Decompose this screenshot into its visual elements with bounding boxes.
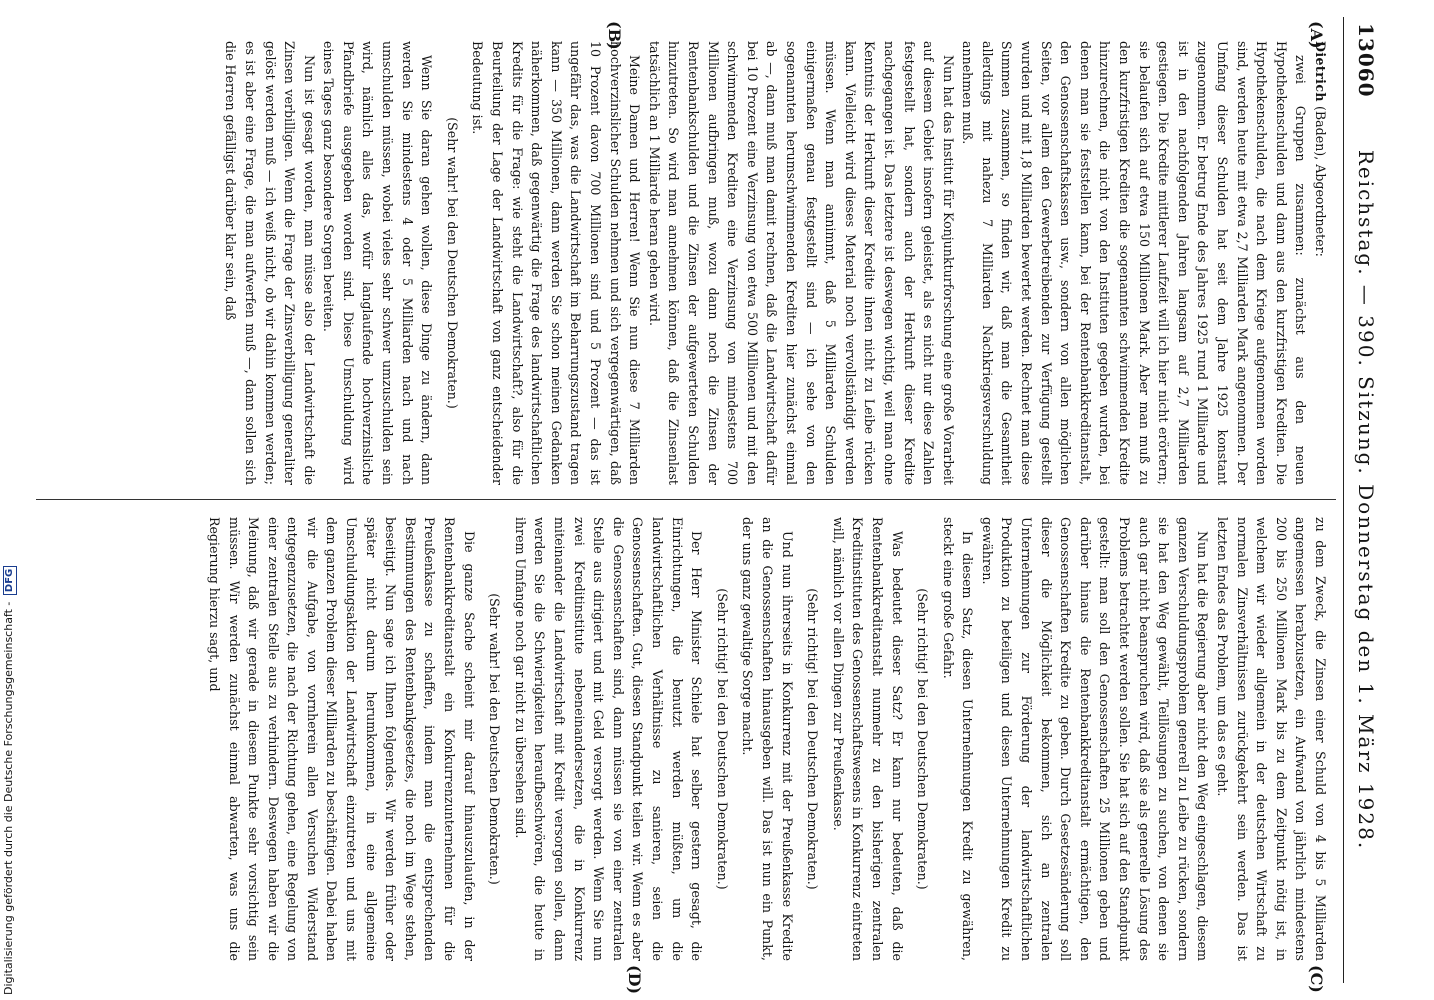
dfg-logo: DFG <box>3 566 17 595</box>
credit-text: Digitalisierung gefördert durch die Deutsche Forschungsgemeinschaft - <box>2 601 15 995</box>
paragraph: Nun hat das Institut für Konjunkturforschung eine große Vorarbeit auf diesem Gebiet insofern geleistet, als es nicht nur diese Zahlen festgestellt hat, sondern auch der Herkunft dieser Kredite nachgegangen ist. Das letztere ist deswegen wichtig, weil man ohne Kenntnis der Herkunft dieser Kredite ihnen nicht zu Leibe rücken kann. Vielleicht wird dieses Material noch vervollständigt werden müssen. Wenn man annimmt, daß 5 Milliarden Schulden einigermaßen genau festgestellt sind — ich sehe von den sogenannten herumschwimmenden Krediten hier zunächst einmal ab —, dann muß man damit rechnen, daß die Landwirtschaft dafür bei 10 Prozent eine Verzinsung von etwa 500 Millionen und mit den schwimmenden Krediten eine Verzinsung von mindestens 700 Millionen aufbringen muß, wozu dann noch die Zinsen der Rentenbankschulden und die Zinsen der aufgewerteten Schulden hinzutreten. So wird man annehmen können, daß die Zinsenlast tatsächlich an 1 Milliarde heran gehen wird. <box>646 41 956 485</box>
speaker-suffix: (Baden), Abgeordneter: <box>1313 106 1328 257</box>
rotated-page-content <box>8 17 1384 995</box>
paragraph: Und nun ihrerseits in Konkurrenz mit der Preußenkasse Kredite an die Genossenschaften hinausgeben will. Das ist nun ein Punkt, der uns ganz gewaltige Sorge macht. <box>740 517 795 961</box>
column-divider <box>36 499 1336 500</box>
paragraph: Nun ist gesagt worden, man müsse also der Landwirtschaft die Zinsen verbilligen. Wenn die Frage der Zinsverbilligung generaliter gelöst werden muß — ich weiß nicht, ob wir dahin kommen werden; es ist aber eine Frage, die man aufwerfen muß —, dann sollen sich die Herren gefälligst darüber klar sein, daß <box>223 41 317 485</box>
margin-marker-b: (B) <box>605 21 624 50</box>
paragraph: Nun hat die Regierung aber nicht den Weg eingeschlagen, diesem ganzen Verschuldungsproblem generell zu Leibe zu rücken, sondern sie hat den Weg gewählt, Teillösungen zu suchen, von denen sie auch gar nicht beanspruchen wird, daß sie als generelle Lösung des Problems betrachtet werden sollen. Sie hat sich auf den Standpunkt gestellt: man soll den Genossenschaften 25 Millionen geben und darüber hinaus die Rentenbankkreditanstalt ermächtigen, den Genossenschaften Kredite zu geben. Durch Gesetzesänderung soll dieser die Möglichkeit bekommen, sich an zentralen Unternehmungen zur Förderung der landwirtschaftlichen Produktion zu beteiligen und diesen Unternehmungen Kredit zu gewähren. <box>979 517 1211 961</box>
interjection: (Sehr richtig! bei den Deutschen Demokraten.) <box>805 588 821 890</box>
paragraph: zu dem Zweck, die Zinsen einer Schuld von 4 bis 5 Milliarden angemessen herabzusetzen, ein Aufwand von jährlich mindestens 200 bis 250 Millionen Mark bis zu dem Zeitpunkt nötig ist, in welchem wir wieder allgemein in der deutschen Wirtschaft zu normalen Zinsverhältnissen zurückgekehrt sein werden. Das ist letzten Endes das Problem, um das es geht. <box>1215 517 1328 961</box>
interjection: (Sehr wahr! bei den Deutschen Demokraten.) <box>487 593 503 885</box>
paragraph: zwei Gruppen zusammen: zunächst aus den neuen Hypothekenschulden und dann aus den kurzfristigen Krediten. Die Hypothekenschulden, die nach dem Kriege aufgenommen worden sind, werden heute mit etwa 2,7 Milliarden Mark angenommen. Der Umfang dieser Schulden hat seit dem Jahre 1925 konstant zugenommen. Er betrug Ende des Jahres 1925 rund 1 Milliarde und ist in den nachfolgenden Jahren langsam auf 2,7 Milliarden gestiegen. Die Kredite mittlerer Laufzeit will ich hier nicht erörtern; sie belaufen sich auf etwa 150 Millionen Mark. Aber man muß zu den kurzfristigen Krediten die sogenannten schwimmenden Kredite hinzurechnen, die nicht von den Instituten gegeben wurden, bei denen man sie feststellen kann, bei der Rentenbankkreditanstalt, den Genossenschaftskassen usw., sondern von allen möglichen Seiten, vor allem den Gewerbetreibenden zur Verfügung gestellt wurden und mit 1,8 Milliarden bewertet werden. Rechnet man diese Summen zusammen, so finden wir, daß man die Gesamtheit allerdings mit nahezu 7 Milliarden Nachkriegsverschuldung annehmen muß. <box>960 41 1309 485</box>
document-page <box>3 12 1389 995</box>
speaker-name: Dietrich <box>1313 41 1328 102</box>
page-number: 13060 <box>1354 23 1378 98</box>
paragraph: Der Herr Minister Schiele hat selber gestern gesagt, die Einrichtungen, die benutzt werden müßten, um die landwirtschaftlichen Verhältnisse zu sanieren, seien die Genossenschaften. Gut, diesen Standpunkt teilen wir. Wenn es aber die Genossenschaften sind, dann müssen sie von einer zentralen Stelle aus dirigiert und mit Geld versorgt werden. Wenn Sie nun zwei Kreditinstitute nebeneinandersetzen, die in Konkurrenz miteinander die Landwirtschaft mit Kredit versorgen sollen, dann werden Sie die Schwierigkeiten heraufbeschwören, die heute in ihrem Umfange noch gar nicht zu übersehen sind. <box>512 517 705 961</box>
left-column <box>30 41 1330 485</box>
margin-marker-c: (C) <box>1307 965 1326 993</box>
speaker-line <box>1310 41 1330 485</box>
paragraph: Wenn Sie daran gehen wollen, diese Dinge zu ändern, dann werden Sie mindestens 4 oder 5 Milliarden nach und nach umschulden müssen, wobei vieles sehr schwer umzuschulden sein wird, nämlich alles das, wofür langlaufende hochverzinsliche Pfandbriefe ausgegeben worden sind. Diese Umschuldung wird eines Tages ganz besondere Sorgen bereiten. <box>321 41 435 485</box>
interjection: (Sehr richtig! bei den Deutschen Demokraten.) <box>714 588 730 890</box>
paragraph: In diesem Satz, diesen Unternehmungen Kredit zu gewähren, steckt eine große Gefahr. <box>940 517 976 961</box>
interjection: (Sehr wahr! bei den Deutschen Demokraten.) <box>444 117 460 409</box>
paragraph: Die ganze Sache scheint mir darauf hinauszulaufen, in der Rentenbankkreditanstalt ein Konkurrenzunternehmen für die Preußenkasse zu schaffen, indem man die entsprechenden Bestimmungen des Rentenbankgesetzes, die noch im Wege stehen, beseitigt. Nun sage ich Ihnen folgendes. Wir werden früher oder später nicht darum herumkommen, in eine allgemeine Umschuldungsaktion der Landwirtschaft einzutreten und uns mit dem ganzen Problem dieser Milliarden zu beschäftigen. Dabei haben wir die Aufgabe, von vornherein allen Versuchen Widerstand entgegenzusetzen, die nach der Richtung gehen, eine Regelung von einer zentralen Stelle aus zu verhindern. Deswegen haben wir die Meinung, daß wir gerade in diesem Punkte sehr vorsichtig sein müssen. Wir werden zunächst einmal abwarten, was uns die Regierung hierzu sagt, und <box>206 517 477 961</box>
digitization-credit <box>2 566 17 995</box>
paragraph: Was bedeutet dieser Satz? Er kann nur bedeuten, daß die Rentenbankkreditanstalt nunmehr zu den bisherigen zentralen Kreditinstituten des Genossenschaftswesens in Konkurrenz eintreten will, nämlich vor allen Dingen zur Preußenkasse. <box>830 517 905 961</box>
margin-marker-d: (D) <box>625 965 644 995</box>
running-header <box>1343 17 1384 983</box>
right-column <box>30 517 1330 961</box>
margin-marker-a: (A) <box>1307 21 1326 49</box>
interjection: (Sehr richtig! bei den Deutschen Demokraten.) <box>915 588 931 890</box>
paragraph: Meine Damen und Herren! Wenn Sie nun diese 7 Milliarden hochverzinslicher Schulden nehmen und sich vergegenwärtigen, daß 10 Prozent davon 700 Millionen sind und 5 Prozent — das ist ungefähr das, was die Landwirtschaft im Beharrungszustand tragen kann — 350 Millionen, dann werden Sie schon meinen Gedanken näherkommen, daß gegenwärtig die Frage des landwirtschaftlichen Kredits für die Frage: wie steht die Landwirtschaft?, also für die Beurteilung der Lage der Landwirtschaft von ganz entscheidender Bedeutung ist. <box>470 41 643 485</box>
running-title: Reichstag. — 390. Sitzung. Donnerstag den 1. März 1928. <box>1354 149 1378 851</box>
